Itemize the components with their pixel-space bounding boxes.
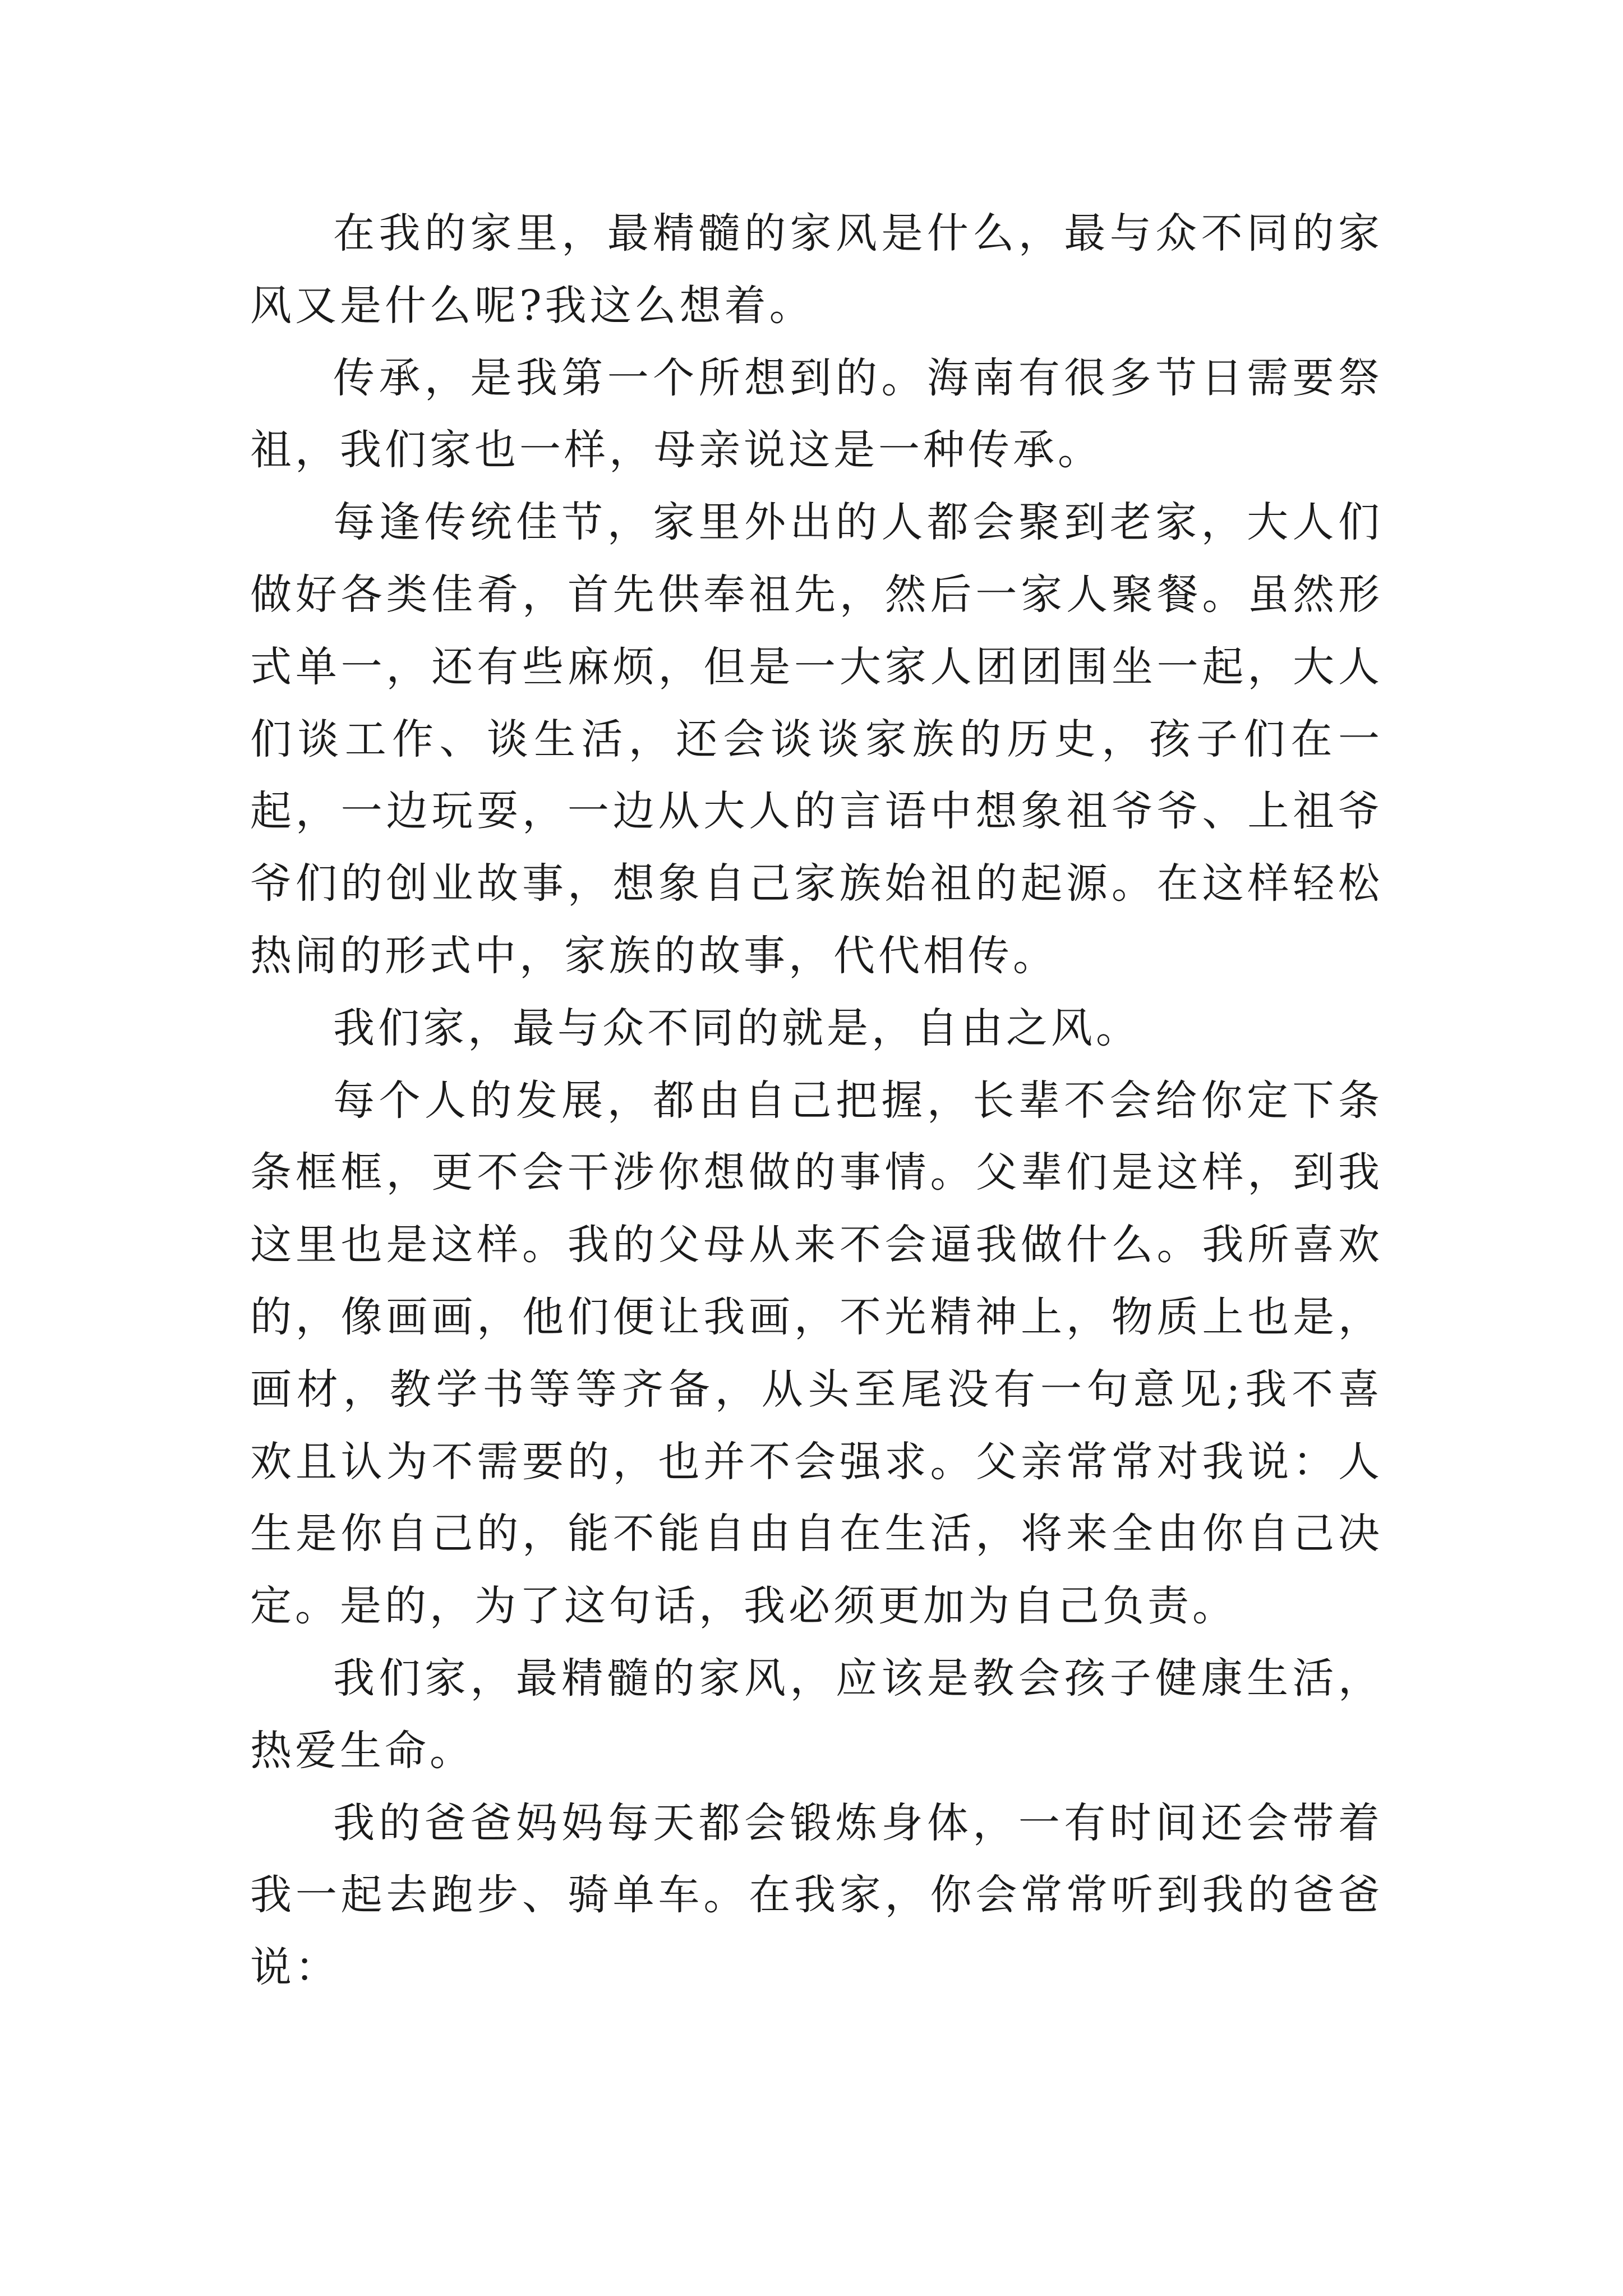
paragraph: 传承，是我第一个所想到的。海南有很多节日需要祭祖，我们家也一样，母亲说这是一种传承。 <box>250 353 1383 475</box>
paragraph: 我的爸爸妈妈每天都会锻炼身体，一有时间还会带着我一起去跑步、骑单车。在我家，你会常常听到我的爸爸说： <box>250 1798 1383 1992</box>
paragraph: 我们家，最与众不同的就是，自由之风。 <box>333 1004 1141 1052</box>
paragraph: 在我的家里，最精髓的家风是什么，最与众不同的家风又是什么呢?我这么想着。 <box>250 209 1383 330</box>
article-body <box>250 197 1383 2004</box>
paragraph: 每个人的发展，都由自己把握，长辈不会给你定下条条框框，更不会干涉你想做的事情。父辈们是这样，到我这里也是这样。我的父母从来不会逼我做什么。我所喜欢的，像画画，他们便让我画，不光精神上，物质上也是，画材，教学书等等齐备，从头至尾没有一句意见;我不喜欢且认为不需要的，也并不会强求。父亲常常对我说：人生是你自己的，能不能自由自在生活，将来全由你自己决定。是的，为了这句话，我必须更加为自己负责。 <box>250 1076 1383 1631</box>
paragraph: 每逢传统佳节，家里外出的人都会聚到老家，大人们做好各类佳肴，首先供奉祖先，然后一家人聚餐。虽然形式单一，还有些麻烦，但是一大家人团团围坐一起，大人们谈工作、谈生活，还会谈谈家族的历史，孩子们在一起，一边玩耍，一边从大人的言语中想象祖爷爷、上祖爷爷们的创业故事，想象自己家族始祖的起源。在这样轻松热闹的形式中，家族的故事，代代相传。 <box>250 498 1383 980</box>
paragraph: 我们家，最精髓的家风，应该是教会孩子健康生活，热爱生命。 <box>250 1654 1383 1775</box>
